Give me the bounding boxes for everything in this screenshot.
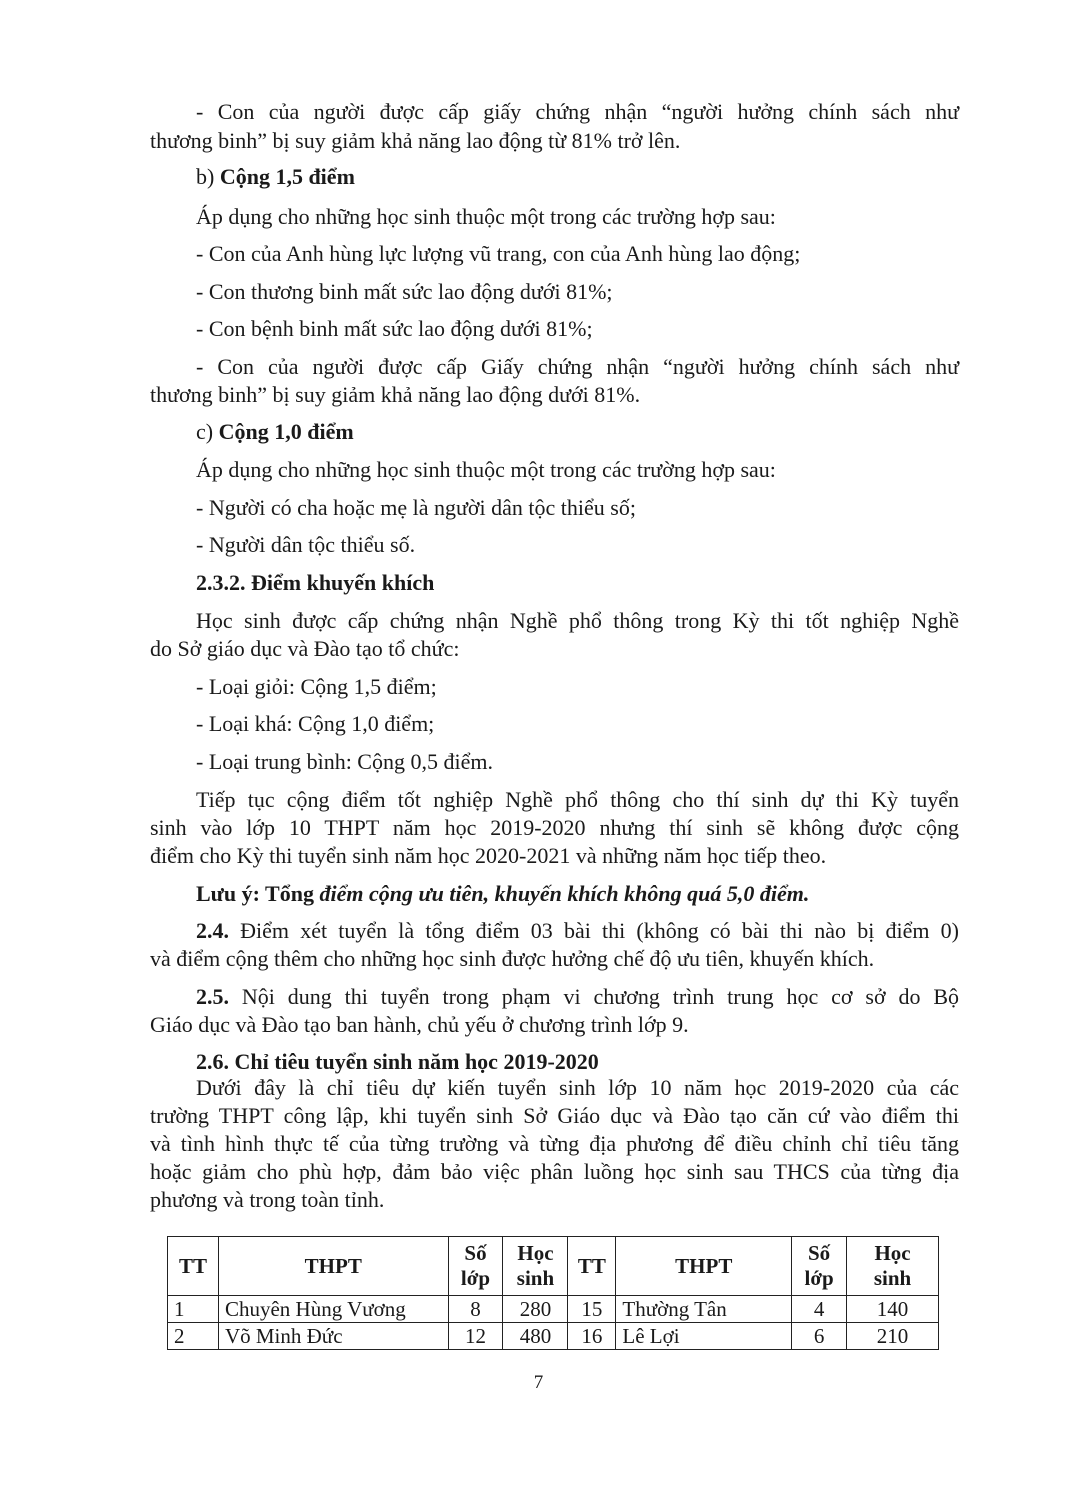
header-tt: TT bbox=[568, 1237, 616, 1296]
list-item: - Con bệnh binh mất sức lao động dưới 81%; bbox=[196, 316, 593, 341]
cell-tt: 2 bbox=[168, 1323, 219, 1350]
paragraph-line: hoặc giảm cho phù hợp, đảm bảo việc phân luồng học sinh sau THCS của từng địa bbox=[150, 1159, 959, 1184]
paragraph-line: Tiếp tục cộng điểm tốt nghiệp Nghề phổ thông cho thí sinh dự thi Kỳ tuyển bbox=[196, 787, 959, 812]
table-row bbox=[168, 1296, 939, 1323]
cell-student-count: 210 bbox=[847, 1323, 939, 1350]
header-so-lop: Số lớp bbox=[792, 1237, 847, 1296]
paragraph-line: phương và trong toàn tỉnh. bbox=[150, 1187, 385, 1212]
cell-tt: 16 bbox=[568, 1323, 616, 1350]
table-row bbox=[168, 1323, 939, 1350]
cell-class-count: 8 bbox=[448, 1296, 503, 1323]
cell-class-count: 6 bbox=[792, 1323, 847, 1350]
paragraph-line: do Sở giáo dục và Đào tạo tổ chức: bbox=[150, 636, 460, 661]
header-thpt: THPT bbox=[616, 1237, 792, 1296]
cell-school-name: Võ Minh Đức bbox=[218, 1323, 448, 1350]
paragraph-line: Áp dụng cho những học sinh thuộc một trong các trường hợp sau: bbox=[196, 457, 776, 482]
header-so-lop: Số lớp bbox=[448, 1237, 503, 1296]
list-item: - Người dân tộc thiểu số. bbox=[196, 532, 416, 557]
list-item: - Con của người được cấp Giấy chứng nhận “người hưởng chính sách như bbox=[196, 354, 959, 379]
paragraph-line: Áp dụng cho những học sinh thuộc một trong các trường hợp sau: bbox=[196, 204, 776, 229]
section-heading-2-3-2: 2.3.2. Điểm khuyến khích bbox=[196, 570, 435, 595]
paragraph-line: Học sinh được cấp chứng nhận Nghề phổ thông trong Kỳ thi tốt nghiệp Nghề bbox=[196, 608, 959, 633]
cell-class-count: 4 bbox=[792, 1296, 847, 1323]
list-item: - Con của Anh hùng lực lượng vũ trang, con của Anh hùng lao động; bbox=[196, 241, 801, 266]
cell-tt: 1 bbox=[168, 1296, 219, 1323]
header-hoc-sinh: Học sinh bbox=[503, 1237, 568, 1296]
paragraph-line: điểm cho Kỳ thi tuyển sinh năm học 2020-2021 và những năm học tiếp theo. bbox=[150, 843, 827, 868]
paragraph-line: thương binh” bị suy giảm khả năng lao động từ 81% trở lên. bbox=[150, 128, 681, 153]
list-item: thương binh” bị suy giảm khả năng lao động dưới 81%. bbox=[150, 382, 641, 407]
section-2-4: 2.4. Điểm xét tuyển là tổng điểm 03 bài thi (không có bài thi nào bị điểm 0) bbox=[196, 918, 959, 943]
list-item: - Loại giỏi: Cộng 1,5 điểm; bbox=[196, 674, 437, 699]
cell-school-name: Thường Tân bbox=[616, 1296, 792, 1323]
note: Lưu ý: Tổng điểm cộng ưu tiên, khuyến khích không quá 5,0 điểm. bbox=[196, 881, 810, 906]
paragraph-line: và tình hình thực tế của từng trường và từng địa phương để điều chỉnh chỉ tiêu tăng bbox=[150, 1131, 959, 1156]
enrollment-quota-table bbox=[167, 1236, 939, 1350]
paragraph-line: Giáo dục và Đào tạo ban hành, chủ yếu ở chương trình lớp 9. bbox=[150, 1012, 689, 1037]
header-thpt: THPT bbox=[218, 1237, 448, 1296]
table-header-row bbox=[168, 1237, 939, 1296]
section-heading-2-6: 2.6. Chỉ tiêu tuyển sinh năm học 2019-2020 bbox=[196, 1049, 599, 1074]
page-number: 7 bbox=[533, 1372, 544, 1393]
list-item: - Người có cha hoặc mẹ là người dân tộc thiểu số; bbox=[196, 495, 636, 520]
header-hoc-sinh: Học sinh bbox=[847, 1237, 939, 1296]
cell-student-count: 480 bbox=[503, 1323, 568, 1350]
paragraph-line: và điểm cộng thêm cho những học sinh được hưởng chế độ ưu tiên, khuyến khích. bbox=[150, 946, 875, 971]
cell-student-count: 280 bbox=[503, 1296, 568, 1323]
cell-tt: 15 bbox=[568, 1296, 616, 1323]
cell-class-count: 12 bbox=[448, 1323, 503, 1350]
cell-school-name: Chuyên Hùng Vương bbox=[218, 1296, 448, 1323]
section-heading-c: c) Cộng 1,0 điểm bbox=[196, 419, 354, 444]
list-item: - Con thương binh mất sức lao động dưới 81%; bbox=[196, 279, 613, 304]
section-2-5: 2.5. Nội dung thi tuyển trong phạm vi chương trình trung học cơ sở do Bộ bbox=[196, 984, 959, 1009]
list-item: - Loại khá: Cộng 1,0 điểm; bbox=[196, 711, 435, 736]
cell-student-count: 140 bbox=[847, 1296, 939, 1323]
paragraph-line: Dưới đây là chỉ tiêu dự kiến tuyển sinh lớp 10 năm học 2019-2020 của các bbox=[196, 1075, 959, 1100]
section-heading-b: b) Cộng 1,5 điểm bbox=[196, 164, 355, 189]
paragraph-line: trường THPT công lập, khi tuyển sinh Sở Giáo dục và Đào tạo căn cứ vào điểm thi bbox=[150, 1103, 959, 1128]
cell-school-name: Lê Lợi bbox=[616, 1323, 792, 1350]
paragraph-line: - Con của người được cấp giấy chứng nhận “người hưởng chính sách như bbox=[196, 99, 959, 124]
header-tt: TT bbox=[168, 1237, 219, 1296]
paragraph-line: sinh vào lớp 10 THPT năm học 2019-2020 nhưng thí sinh sẽ không được cộng bbox=[150, 815, 959, 840]
list-item: - Loại trung bình: Cộng 0,5 điểm. bbox=[196, 749, 493, 774]
